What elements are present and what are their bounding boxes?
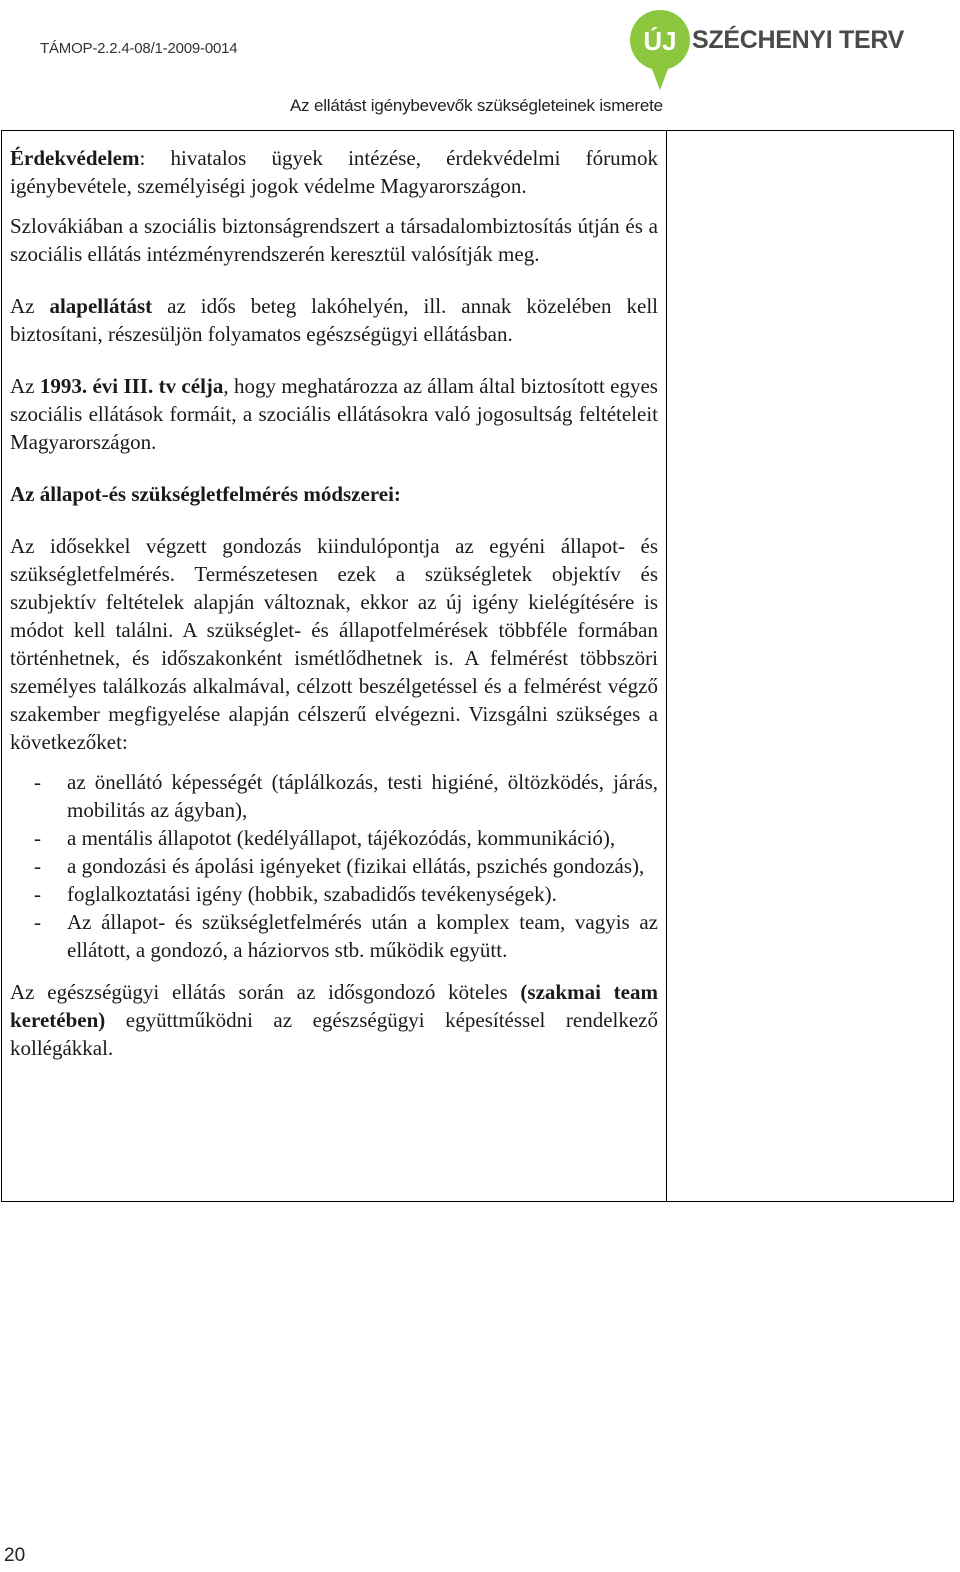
paragraph-felmeres: Az idősekkel végzett gondozás kiindulópontja az egyéni állapot- és szükségletfelmérés. Természetesen ezek a szükségletek objektív és szubjektív feltételek alapján változnak, ekkor az új igény kielégítésére is módot kell találni. A szükséglet- és állapotfelmérések többféle formában történhetnek, és időszakonként ismétlődhetnek is. A felmérést többszöri személyes találkozás alkalmával, célzott beszélgetéssel és a felmérést végző szakember megfigyelése alapján célszerű elvégezni. Vizsgálni szükséges a következőket: [10,534,658,754]
list-marker: - [34,770,41,794]
paragraph-text: : hivatalos ügyek intézése, érdekvédelmi fórumok igénybevétele, személyiségi jogok védelme Magyarországon. [10,146,658,198]
szechenyi-terv-logo [628,6,908,92]
logo-badge-icon [628,6,698,92]
logo-badge-text: ÚJ [643,26,677,56]
list-item [10,880,658,908]
paragraph-text: együttműködni az egészségügyi képesítéssel rendelkező kollégákkal. [10,1008,658,1060]
document-body [10,144,658,1086]
term-alapellatas: alapellátást [49,294,153,318]
paragraph-text: Az [10,294,50,318]
list-item-text: a gondozási és ápolási igényeket (fizikai ellátás, pszichés gondozás), [67,854,645,878]
logo-name: SZÉCHENYI TERV [692,26,905,54]
page-number: 20 [4,1545,26,1566]
list-item-text: a mentális állapotot (kedélyállapot, tájékozódás, kommunikáció), [67,826,616,850]
list-item-text: az önellátó képességét (táplálkozás, testi higiéné, öltözködés, járás, mobilitás az ágyban), [67,770,658,822]
list-item [10,852,658,880]
list-item-text: Az állapot- és szükségletfelmérés után a komplex team, vagyis az ellátott, a gondozó, a háziorvos stb. működik együtt. [67,910,658,962]
list-marker: - [34,826,41,850]
assessment-list [10,768,658,964]
paragraph-szlovakia: Szlovákiában a szociális biztonságrendszert a társadalombiztosítás útján és a szociális ellátás intézményrendszerén keresztül valósítják meg. [10,214,658,266]
paragraph-alapellatas [10,292,658,348]
list-marker: - [34,910,41,934]
list-marker: - [34,882,41,906]
column-divider [666,130,667,1202]
paragraph-torveny [10,372,658,456]
list-item [10,824,658,852]
section-heading-text: Az állapot-és szükségletfelmérés módszerei: [10,482,401,506]
list-marker: - [34,854,41,878]
section-heading [10,480,658,508]
running-title: Az ellátást igénybevevők szükségleteinek ismerete [290,96,663,115]
project-code: TÁMOP-2.2.4-08/1-2009-0014 [40,40,238,57]
term-torveny: 1993. évi III. tv célja [39,374,224,398]
paragraph-text: Az egészségügyi ellátás során az idősgondozó köteles [10,980,521,1004]
paragraph-text: az idős beteg lakóhelyén, ill. annak közelében kell biztosítani, részesüljön folyamatos egészségügyi ellátásban. [10,294,658,346]
list-item [10,768,658,824]
list-item-text: foglalkoztatási igény (hobbik, szabadidős tevékenységek). [67,882,557,906]
term-erdekvedelem: Érdekvédelem [10,146,140,170]
paragraph-erdekvedelem [10,144,658,200]
paragraph-egeszsegugyi [10,978,658,1062]
term-szakmai-team: (szakmai team keretében) [10,980,658,1032]
paragraph-text: Az [10,374,40,398]
list-item [10,908,658,964]
paragraph-text: , hogy meghatározza az állam által biztosított egyes szociális ellátások formáit, a szociális ellátásokra való jogosultság feltételeit Magyarországon. [10,374,658,454]
